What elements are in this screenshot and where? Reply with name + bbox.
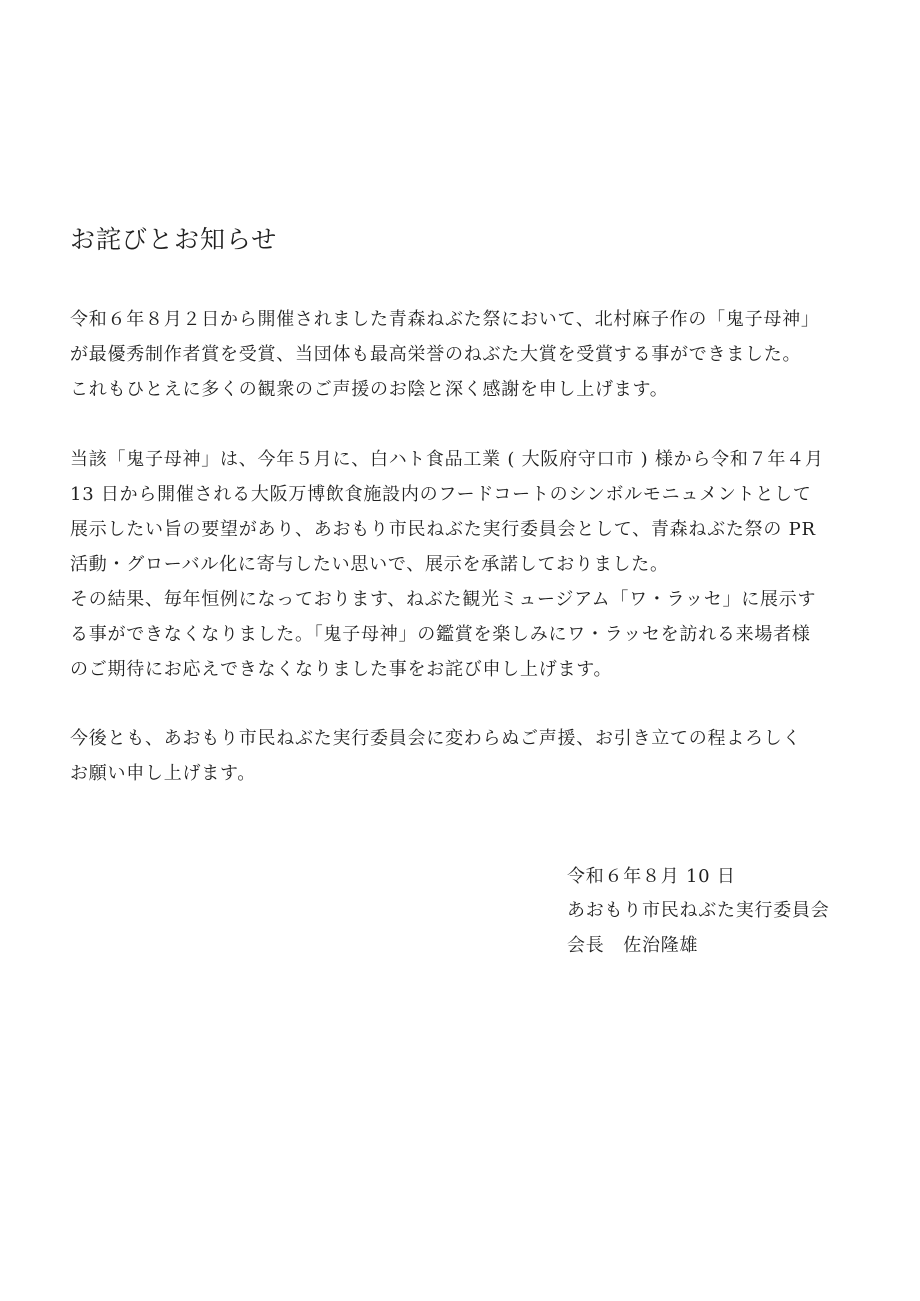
paragraph3-line1: 今後とも、あおもり市民ねぶた実行委員会に変わらぬご声援、お引き立ての程よろしく [70, 728, 802, 749]
paragraph1-line3: これもひとえに多くの観衆のご声援のお陰と深く感謝を申し上げます。 [70, 379, 669, 400]
signature-date: 令和６年８月 10 日 [567, 866, 736, 887]
paragraph2-line1: 当該「鬼子母神」は、今年５月に、白ハト食品工業 ( 大阪府守口市 ) 様から令和７年４月 [70, 449, 824, 470]
paragraph2-line4: 活動・グローバル化に寄与したい思いで、展示を承諾しておりました。 [70, 554, 669, 575]
signature-organization: あおもり市民ねぶた実行委員会 [567, 900, 830, 921]
paragraph2-line6: る事ができなくなりました。「鬼子母神」の鑑賞を楽しみにワ・ラッセを訪れる来場者様 [70, 624, 811, 645]
paragraph2-line7: のご期待にお応えできなくなりました事をお詫び申し上げます。 [70, 659, 613, 680]
paragraph1-line2: が最優秀制作者賞を受賞、当団体も最高栄誉のねぶた大賞を受賞する事ができました。 [70, 344, 802, 365]
paragraph2-line3: 展示したい旨の要望があり、あおもり市民ねぶた実行委員会として、青森ねぶた祭の PR [70, 519, 816, 540]
notice-title: お詫びとお知らせ [70, 225, 278, 254]
signature-chairman: 会長 佐治隆雄 [567, 935, 699, 956]
paragraph2-line2: 13 日から開催される大阪万博飲食施設内のフードコートのシンボルモニュメントとして [70, 484, 812, 505]
paragraph1-line1: 令和６年８月２日から開催されました青森ねぶた祭において、北村麻子作の「鬼子母神」 [70, 309, 820, 330]
paragraph3-line2: お願い申し上げます。 [70, 763, 257, 784]
paragraph2-line5: その結果、毎年恒例になっております、ねぶた観光ミュージアム「ワ・ラッセ」に展示す [70, 589, 817, 610]
